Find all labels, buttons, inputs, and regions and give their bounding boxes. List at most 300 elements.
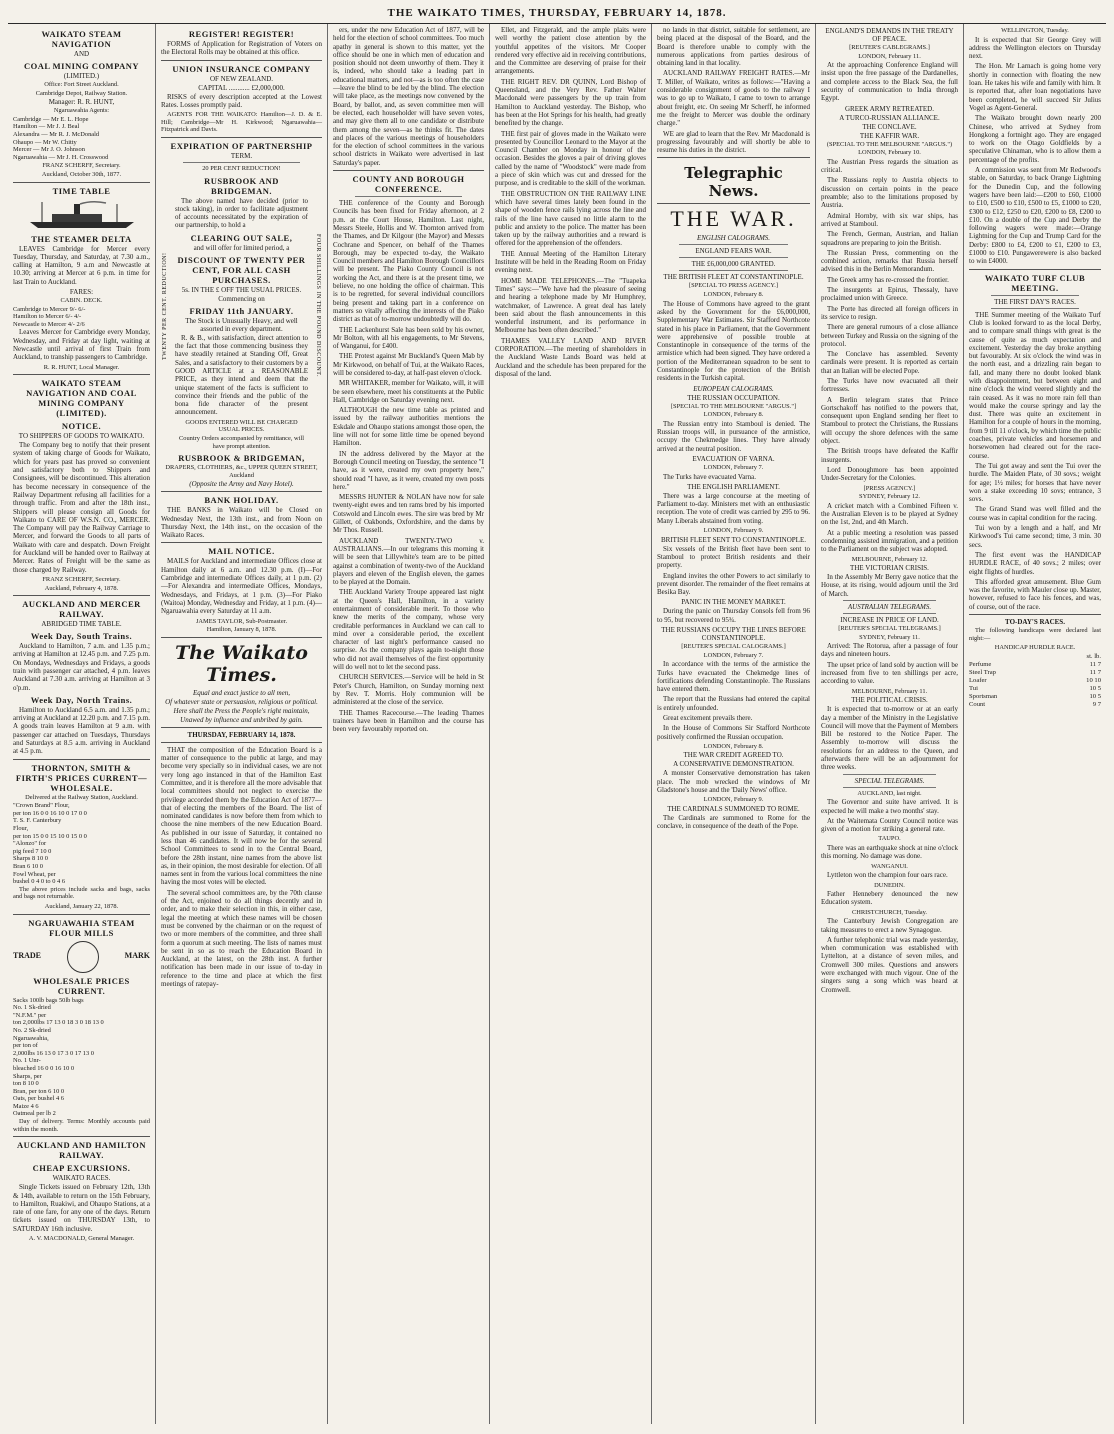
subhead: THE CONCLAVE.	[862, 122, 917, 131]
country-note: Country Orders accompanied by remittance, will have prompt attention.	[179, 434, 304, 450]
article-text: This afforded great amusement. Blue Gum was the favorite, with Mauler close up. Master, however, refused to face his fences, and was, of course, out of the race.	[969, 577, 1101, 611]
dateline: LONDON, February 7.	[703, 463, 764, 471]
wsn-agent: Cambridge — Mr E. L. Hope	[13, 115, 89, 123]
article-text: The Canterbury Jewish Congregation are taking measures to erect a new Synagogue.	[821, 917, 958, 934]
horse-name: Tui	[969, 684, 978, 692]
article-text: The Porte has directed all foreign officers in its service to resign.	[821, 304, 958, 321]
subhead: THE POLITICAL CRISIS.	[851, 696, 928, 705]
article-text: THE Summer meeting of the Waikato Turf Club is looked forward to as the local Derby, and to compare small things with great is the cause of quite as much expectation and excitement. Yesterday the day broke anything but favourably. At six o'clock the wind was in the north east, and a drizzling rain began to fall, and many there no doubt looked blank with disappointment, but between eight and nine o'clock the wind veered slightly and the rain ceased. As it was no more rain fell than would make the course springy and lay the dust. There was quite an excitement in Hamilton for a couple of hours in the morning, from 9 till 11 o'clock, by which time the public coaches, private vehicles and horsemen and horsewomen had cleared out for the race-course.	[969, 310, 1101, 460]
agency: (SPECIAL TO THE MELBOURNE "ARGUS.")	[826, 140, 953, 148]
divider	[969, 614, 1101, 615]
per-cent-heading: 20 PER CENT REDUCTION!	[202, 164, 281, 172]
handicap-heading: HANDICAP HURDLE RACE.	[994, 644, 1076, 652]
price-row: per ton 16 0 0 16 10 0 17 0 0	[13, 809, 87, 817]
article-text: At the Waitemata County Council notice was given of a motion for striking a general rate.	[821, 816, 958, 834]
in-pound: 5s. IN THE £ OFF THE USUAL PRICES.	[181, 285, 302, 294]
agency: [PRESS AGENCY.]	[863, 484, 916, 492]
price-row: No. 1 Sk-dried	[13, 1004, 51, 1012]
subhead: A TURCO-RUSSIAN ALLIANCE.	[839, 113, 940, 122]
cheap-heading: CHEAP EXCURSIONS.	[32, 1163, 131, 1174]
dateline: THURSDAY, FEBRUARY 14, 1878.	[187, 730, 296, 739]
column-3	[328, 24, 490, 1424]
discount-heading: DISCOUNT OF TWENTY PER CENT, FOR ALL CASH PURCHASES.	[177, 254, 306, 285]
south-text: Auckland to Hamilton, 7 a.m. and 1.35 p.m.; arriving at Hamilton at 12.45 p.m. and 7.25 p.m. On Mondays, Wednesdays and Fridays, a goods train with passenger car attached, 4 p.m. leaves Auckland at 7.30 a.m. arriving at Hamilton at 3 o'p.m.	[13, 642, 150, 692]
article-text: Tui won by a length and a half, and Mr Kirkwood's Tui came second; time, 3 min. 30 secs.	[969, 524, 1101, 549]
dateline: LONDON, February 8.	[703, 291, 764, 299]
flour-note: The above prices include sacks and bags, sacks and bags not returnable.	[13, 885, 150, 901]
divider	[161, 542, 322, 543]
article-text: The Grand Stand was well filled and the course was in capital condition for the racing.	[969, 505, 1101, 522]
article-text: The Hon. Mr Larnach is going home very shortly in connection with floating the new loan. He takes his wife and family with him. It is reported that, after loan negotiations have been completed, he will succeed Sir Julius Vogel as Agent-General.	[969, 62, 1101, 112]
divider	[679, 257, 788, 258]
shippers-text: The Company beg to notify that their present system of taking charge of Goods for Waikato, which for years past has proved so convenient and satisfactory both to Shippers and Consignees, will be discontinued. This alteration has become necessary in consequence of the Railway Department refusing all facilities for a through traffic. From and after the 18th inst., Shippers will please consign all Goods for Waikato to CARE OF W.S.N. CO., MERCER. The Company will pay the Railway Carriage to Mercer, and forward the Goods to all parts of Waikato with care and despatch. Down Freight for Auckland will be handed over to Railway at Mercer. Rates of Freight will be the same as those charged by Railway.	[13, 441, 150, 574]
subhead: THE KAFFIR WAR.	[859, 131, 920, 140]
article-text: no lands in that district, suitable for settlement, are being placed at the disposal of the Board, and the Board is therefore unable to comply with the numerous applications from parties desirous of obtaining land in that locality.	[657, 26, 810, 68]
races-sign: A. V. MACDONALD, General Manager.	[28, 1235, 135, 1243]
club-heading: WAIKATO TURF CLUB MEETING.	[984, 272, 1086, 293]
trade-label: TRADE	[13, 951, 42, 961]
wsn-agents-label: Ngaruawahia Agents:	[53, 107, 110, 115]
dateline: LONDON, February 7.	[703, 651, 764, 659]
article-text: The insurgents at Epirus, Thessaly, have proclaimed union with Greece.	[821, 286, 958, 303]
divider	[843, 600, 936, 601]
article-text: The Tui got away and sent the Tui over the hurdle. The Maiden Plate, of 30 sovs.; weight for age; 1½ miles; for horses that have never won a stake exceeding 10 sovs; entrance, 3 sovs.	[969, 461, 1101, 504]
divider	[13, 1136, 150, 1137]
cal-heading: SPECIAL TELEGRAMS.	[854, 776, 925, 785]
rb-sub: DRAPERS, CLOTHIERS, &c., UPPER QUEEN STREET, Auckland	[165, 464, 318, 479]
races-text: Single Tickets issued on February 12th, 13th & 14th, available to return on the 15th February, to Hamilton, Ruakiwi, and Ohaupo Stations, at a rate of one fare, for any one of the days. Return tickets issued on THURSDAY 13th, to SATURDAY 16th inclusive.	[13, 1183, 150, 1233]
flour-date: Auckland, January 22, 1878.	[44, 902, 119, 910]
dateline: CHRISTCHURCH, Tuesday.	[851, 908, 928, 916]
article-text: The report that the Russians had entered the capital is entirely unfounded.	[657, 695, 810, 712]
article-text: THE first pair of gloves made in the Waikato were presented by Councillor Leonard to the Mayor at the Council Chamber on Monday in honour of the occasion. Besides the gloves a pair of driving gloves called by the name of "Woodstock" were made from a piece of skin which was cut and dressed for the purpose, and is creditable to the skill of the workman.	[495, 129, 646, 188]
article-text: The Governor and suite have arrived. It is expected he will make a two months' stay.	[821, 798, 958, 815]
steamer-title: THE STEAMER DELTA	[31, 233, 132, 244]
fare-row: Newcastle to Mercer 4/- 2/6	[13, 320, 85, 328]
article-text: England invites the other Powers to act similarly to prevent disorder. The remainder of the fleet remains at Besika Bay.	[657, 571, 810, 597]
article-text: A Berlin telegram states that Prince Gortschakoff has notified to the powers that, consequent upon England sending her fleet to Stamboul to protect the Christians, the Russians will occupy the shore defences with the same object.	[821, 395, 958, 446]
price-row: No. 2 Sk-dried	[13, 1026, 51, 1034]
divider	[991, 308, 1079, 309]
races-heading: WAIKATO RACES.	[52, 1174, 111, 1183]
handicap-row	[969, 677, 1101, 685]
article-text: WE are glad to learn that the Rev. Mr Macdonald is progressing favourably and will shortly be able to resume his duties in the district.	[657, 129, 810, 155]
dateline: TAUPO.	[878, 835, 901, 843]
trade-mark-seal-icon	[67, 941, 99, 973]
price-row: Maize 4 6	[13, 1102, 39, 1110]
dateline: LONDON, February 10.	[858, 149, 921, 157]
mail-text: MAILS for Auckland and intermediate Offices close at Hamilton daily at 6 a.m. and 12.30 p.m. (I)—For Cambridge and intermediate Offices daily, at 1 p.m. (2)—For Alexandra and intermediate Offices, Mondays, Wednesdays, and Fridays, at 1 p.m. (3)—For Piako (Waitoa) Monday, Wednesday and Friday, at 1 p.m. (4)—Ngaruawahia every Saturday at 11 a.m.	[161, 557, 322, 616]
article-text: There was an earthquake shock at nine o'clock this morning. No damage was done.	[821, 844, 958, 861]
article-text: The first event was the HANDICAP HURDLE RACE, of 40 sovs.; 2 miles; over eight flights of hurdles.	[969, 550, 1101, 576]
divider	[13, 759, 150, 760]
article-text: THE Protest against Mr Buckland's Queen Mab by Mr Kirkwood, on behalf of Tui, at the Waikato Races, will be considered to-day, at half-past eleven o'clock.	[333, 352, 484, 377]
divider	[183, 162, 300, 163]
dateline: WANGANUI.	[871, 862, 908, 870]
subhead: ENGLAND FEARS WAR.	[695, 247, 772, 256]
price-row: per ton of	[13, 1042, 38, 1050]
rb-opp: (Opposite the Army and Navy Hotel).	[189, 480, 294, 489]
wsn-agent: Ngaruawahia — Mr J. H. Crosswood	[13, 153, 109, 161]
shippers-sign: FRANZ SCHERFF, Secretary.	[42, 575, 121, 583]
subhead: GREEK ARMY RETREATED.	[845, 104, 934, 113]
price-row: Bran 6 10 0	[13, 863, 43, 871]
column-4	[490, 24, 652, 1424]
price-row: "Alonzo" for	[13, 840, 47, 848]
paper-title: The Waikato Times.	[175, 641, 308, 686]
dateline: LONDON, February 8.	[703, 411, 764, 419]
column-7	[964, 24, 1106, 1424]
dateline: LONDON, February 11.	[858, 52, 921, 60]
rusbrook-body	[161, 176, 322, 451]
article-text: During the panic on Thursday Consols fell from 96 to 95, but recovered to 95¾.	[657, 607, 810, 624]
price-row: Sacks 100lb bags 50lb bags	[13, 996, 84, 1004]
motto-line: Equal and exact justice to all men,	[192, 688, 290, 697]
clearing-text: and will offer for limited period, a	[193, 243, 290, 252]
editorial-text: THAT the composition of the Education Board is a matter of consequence to the public at large, and may become very specially so in individual cases, we are not very long ago instanced in that of the Hamilton East Committee, and it is therefore all the more advisable that local committees should not neglect to exercise the privilege accorded them by the Education Act of 1877—that of electing the members of the Board. The list of nominated candidates is now before them from which to choose the nine members of the new Education Board. As published in our issue of Saturday, it contained no less than 46 candidates. It will now be for the several School Committees to send in to the Central Board, before the 28th instant, nine names from the above list as, in their opinion, the most desirable for election. Of all names sent in from the various local committees the nine having the most votes will be elected.	[161, 745, 322, 887]
article-text: In the Assembly Mr Berry gave notice that the House, at its rising, would adjourn until the 3rd of March.	[821, 573, 958, 598]
trade-mark-row	[13, 941, 150, 973]
vertical-banner-right: FOUR SHILLINGS IN THE POUND DISCOUNT.	[315, 234, 321, 378]
ham-rail-title: AUCKLAND AND HAMILTON RAILWAY.	[16, 1140, 147, 1161]
handicap-row	[969, 661, 1101, 669]
article-text: There are general rumours of a close alliance between Turkey and Russia on the signing of the protocol.	[821, 323, 958, 348]
motto-line: Of whatever state or persuasion, religious or political.	[165, 697, 318, 706]
article-text: The House of Commons have agreed to the grant asked by the Government for the £6,000,000, Supplementary War Estimates. Sir Stafford Northcote stated in his place in Parliament, that the Government were apprehensive of possible trouble at Constantinople in consequence of the terms of the armistice which had been signed. They have ordered a portion of the Mediterranean squadron to be sent to Constantinople for the protection of the British residents in the Turkish capital.	[657, 299, 810, 383]
notice-heading: NOTICE.	[61, 421, 102, 432]
flour-prices	[13, 802, 150, 886]
mill-prices	[13, 997, 150, 1119]
price-row: "Crown Brand" Flour,	[13, 802, 70, 810]
horse-name: Sportsman	[969, 692, 998, 700]
subhead: PANIC IN THE MONEY MARKET.	[681, 598, 786, 607]
horse-name: Perfume	[969, 660, 992, 668]
wsn-agent: Alexandra — Mr R. J. McDonald	[13, 130, 100, 138]
north-text: Hamilton to Auckland 6.5 a.m. and 1.35 p.m.; arriving at Auckland at 12.20 p.m. and 7.15 p.m. A goods train leaves Hamilton at 9 a.m. with passenger car attached on Tuesdays, Thursdays and Saturdays at 8.5 a.m. arriving in Auckland at 4.5 p.m.	[13, 705, 150, 756]
column-1	[8, 24, 156, 1424]
dateline: MELBOURNE, February 11.	[851, 687, 928, 695]
editorial-text-2: The several school committees are, by the 70th clause of the Act, enjoined to do all things decently and in order, and to make their selection in this, in either case, legal the meeting at which these names will be chosen must be convened by the chairman or on the request of two or more members of the committee, and three shall form a quorum at such meeting. The lists of names must be sent in so as to reach the Education Board in Auckland, at the latest, on the 28th inst. A further notification has been made in our issue of to-day in reference to the time and place at which the first meetings of ratepay-	[161, 888, 322, 989]
conference-heading: COUNTY AND BOROUGH CONFERENCE.	[352, 174, 465, 195]
article-text: There was a large concourse at the meeting of Parliament to-day. Ministers met with an enthusiastic reception. The vote of credit was carried by 295 to 96. Many Liberals abstained from voting.	[657, 491, 810, 525]
price-row: Oats, per bushel 4 6	[13, 1095, 64, 1103]
fares-label: FARES:	[69, 288, 94, 297]
wsn-agent: Hamilton — Mr J. J. Beal	[13, 123, 80, 131]
north-heading: Week Day, North Trains.	[30, 694, 133, 705]
dateline: LONDON, February 9.	[703, 796, 764, 804]
article-text: Father Hennebery denounced the new Education system.	[821, 890, 958, 907]
price-row: 2,000lbs 16 13 0 17 3 0 17 13 0	[13, 1049, 94, 1057]
mark-label: MARK	[124, 951, 150, 961]
subhead: ENGLAND'S DEMANDS IN THE TREATY OF PEACE.	[825, 27, 954, 43]
price-row: ton 2,000lbs 17 13 0 18 3 0 18 13 0	[13, 1019, 104, 1027]
divider	[843, 787, 936, 788]
article-text: IN the address delivered by the Mayor at the Borough Council meeting on Tuesday, the sentence "I have, as it were, created my own property here," should read "I have, as it were, created my own posts here."	[333, 449, 484, 491]
rb-name: RUSBROOK & BRIDGEMAN,	[178, 453, 305, 464]
article-text: A further telephonic trial was made yesterday, when communication was established with Lyttelton, at a distance of seven miles, and Cromwell 300 miles. Questions and answers were exchanged with much vigour. One of the singers sung a song which was heard at Cromwell.	[821, 935, 958, 994]
telegraphic-heading: Telegraphic News.	[684, 164, 783, 201]
dateline: AUCKLAND, last night.	[857, 789, 922, 797]
rusbrook-title: RUSBROOK AND BRIDGEMAN.	[204, 175, 279, 196]
article-text: Lord Donoughmore has been appointed Under-Secretary for the Colonies.	[821, 465, 958, 483]
agency: [REUTER'S CABLEGRAMS.]	[849, 44, 930, 51]
article-text: MESSRS HUNTER & NOLAN have now for sale twenty-eight ewes and ten rams bred by his imported Cotswold and Lincoln ewes. The sire was bred by Mr Gillett, of Oakbonds, Oxfordshire, and the dams by Mr Thos. Russell.	[333, 493, 484, 535]
union-capital: CAPITAL ............ £2,000,000.	[198, 83, 285, 92]
divider	[355, 196, 462, 197]
horse-weight: 9 7	[1092, 700, 1101, 708]
divider	[161, 727, 322, 728]
wsn-manager: Manager: R. R. HUNT,	[48, 98, 115, 107]
subhead: THE WAR CREDIT AGREED TO.	[683, 751, 784, 760]
steamer-illustration	[13, 200, 150, 230]
union-sub: OF NEW ZEALAND.	[209, 74, 274, 83]
horse-weight: 11 7	[1089, 660, 1101, 668]
article-text: Lyttleton won the champion four oars race.	[827, 871, 948, 880]
article-text: In the House of Commons Sir Stafford Northcote positively confirmed the Russian occupation.	[657, 724, 810, 741]
wsn-title: WAIKATO STEAM NAVIGATION	[41, 29, 122, 49]
handicap-row	[969, 693, 1101, 701]
dateline: SYDNEY, February 12.	[859, 493, 920, 501]
article-text: The Austrian Press regards the situation as critical.	[821, 157, 958, 175]
todays-heading: TO-DAY'S RACES.	[1005, 618, 1065, 626]
horse-weight: 10 5	[1089, 684, 1101, 692]
shippers-heading: TO SHIPPERS OF GOODS TO WAIKATO.	[18, 432, 145, 441]
divider	[13, 914, 150, 915]
rusbrook-text-2: R. & B., with satisfaction, direct attention to the fact that those commencing business they have steadily retained at Standing Off, Great Sales, and a satisfactory to their customers by a GOOD ARTICLE at a REASONABLE PRICE, as they intend and deem that the unique statement of the facts is sufficient to convince their friends and the public of the bona fide character of the present announcement.	[175, 333, 308, 417]
fares-list	[13, 306, 150, 329]
article-text: A cricket match with a Combined Fifteen v. the Australian Eleven is to be played at Sydney on the 1st, 2nd, and 4th March.	[821, 501, 958, 527]
article-text: It is expected that Sir George Grey will address the Wellington electors on Thursday next.	[969, 35, 1101, 61]
rusbrook-text: The above named have decided (prior to stock taking), in order to facilitate adjustment of accounts necessitated by the expiration of our partnership, to hold a	[175, 196, 308, 230]
horse-weight: 11 7	[1089, 668, 1101, 676]
article-text: At the approaching Conference England will insist upon the free passage of the Dardanelles, and complete access to the Black Sea, the full security of communication to India through Egypt.	[821, 61, 958, 103]
union-agents: AGENTS FOR THE WAIKATO: Hamilton—J. D. & E. Hill; Cambridge—Mr H. Kirkwood; Ngaruawahia—Fitzpatrick and Davis.	[161, 111, 322, 134]
article-text: THE RIGHT REV. DR QUINN, Lord Bishop of Queensland, and the Very Rev. Father Walter Macdonald were passengers by the up train from Hamilton to Auckland yesterday. The Bishop, who has been at the Hot Springs for his health, had greatly benefited by the change.	[495, 77, 646, 128]
mills-title: NGARUAWAHIA STEAM FLOUR MILLS	[28, 917, 135, 938]
divider	[843, 774, 936, 775]
dateline: LONDON, February 9.	[703, 527, 764, 535]
price-row: pig feed 7 10 0	[13, 847, 52, 855]
divider	[657, 203, 810, 204]
price-row: Fowl Wheat, per	[13, 870, 56, 878]
column-6	[816, 24, 964, 1424]
price-row: bushel 0 4 0 to 0 4 6	[13, 878, 66, 886]
article-text: THE conference of the County and Borough Councils has been fixed for Friday afternoon, at 2 p.m. at the Court House, Hamilton. Last night, Messrs Steele, Hollis and W. Thornton arrived from the Thames, and Dr Kilgour (the Mayor) and Messrs Cochrane and Spencer, on behalf of the Thames Borough, may be expected to-day, the Waikato Council members and Hamilton Borough Councillors will be present. The Piako County Council is not working the Act, and there is at the present time, we believe, no one holding the office of chairman. This is to be regretted, for several individual councillors being present and taking part in a conference on matters so vitally affecting the interests of the Piako district as that of to-morrow undoubtedly will do.	[333, 199, 484, 324]
price-row: Flour,	[13, 825, 29, 833]
wsn-agent: Mercer — Mr J. O. Johnson	[13, 146, 85, 154]
motto-line: Here shall the Press the People's right maintain,	[173, 706, 310, 715]
war-heading: THE WAR.	[670, 206, 797, 232]
steamer-sign: R. R. HUNT, Local Manager.	[43, 363, 120, 371]
steamer-text: LEAVES Cambridge for Mercer every Tuesday, Thursday, and Saturday, at 7.30 a.m., calling at Hamilton, 9 a.m and Newcastle at 10.30; arriving at Mercer at 6 p.m. in time for last Train to Auckland.	[13, 244, 150, 286]
article-text: The Waikato brought down nearly 200 Chinese, who arrived at Sydney from Hongkong a fortnight ago. They are engaged to work on the Otago Goldfields by a speculative Chinaman, who is to allow them a percentage of the profits.	[969, 114, 1101, 164]
steamer-text-2: Leaves Mercer for Cambridge every Monday, Wednesday, and Friday at day light, waiting at Newcastle until arrival of first Train from Auckland, to tranship passengers to Cambridge.	[13, 328, 150, 362]
timetable-heading: TIME TABLE	[52, 185, 111, 196]
article-text: A monster Conservative demonstration has taken place. The mob wrecked the windows of Mr Gladstone's house and the 'Daily News' office.	[657, 769, 810, 795]
dateline: DUNEDIN.	[874, 881, 905, 889]
price-row: Bran, per ton 6 10 0	[13, 1087, 65, 1095]
subhead: THE ENGLISH PARLIAMENT.	[687, 482, 780, 491]
wsn-office: Office: Fort Street Auckland.	[44, 81, 119, 88]
subhead: THE BRITISH FLEET AT CONSTANTINOPLE.	[663, 273, 804, 282]
article-text: The British troops have defeated the Kaffir insurgents.	[821, 447, 958, 464]
wholesale-heading: WHOLESALE PRICES CURRENT.	[33, 975, 130, 996]
column-5	[652, 24, 816, 1424]
wsn-limited: (LIMITED.)	[63, 72, 100, 80]
price-row: ton 8 10 0	[13, 1080, 39, 1088]
steamer-icon	[22, 200, 142, 230]
price-row: Sharps 8 10 0	[13, 855, 48, 863]
horse-weight: 10 5	[1089, 692, 1101, 700]
subhead: THE FIRST DAY'S RACES.	[994, 297, 1076, 306]
article-text: AUCKLAND TWENTY-TWO v. AUSTRALIANS.—In our telegrams this morning it will be seen that Lillywhite's team are to be pitted against a combination of twenty-two of the Auckland players and eleven of the English eleven, the games to be played at the Domain.	[333, 536, 484, 587]
article-text: At a public meeting a resolution was passed condemning assisted immigration, and a petition to the Parliament on the subject was adopted.	[821, 528, 958, 554]
goods-note: GOODS ENTERED WILL BE CHARGED USUAL PRICES.	[185, 418, 298, 434]
wsn-and: AND	[73, 50, 90, 58]
article-text: The Turks have now evacuated all their fortresses.	[821, 376, 958, 394]
flour-sub: Delivered at the Railway Station, Auckland.	[25, 793, 138, 801]
handicap-row	[969, 701, 1101, 709]
todays-sub: The following handicaps were declared last night:—	[969, 627, 1101, 642]
subhead: EVACUATION OF VARNA.	[692, 454, 775, 463]
union-text: RISKS of every description accepted at the Lowest Rates. Losses promptly paid.	[161, 92, 322, 109]
expiration-heading: EXPIRATION OF PARTNERSHIP	[170, 140, 313, 151]
horse-weight: 10 10	[1086, 676, 1101, 684]
article-text: THAMES VALLEY LAND AND RIVER CORPORATION.—The meeting of shareholders in the Auckland Waste Lands Board was held at Auckland and the schedule has been prepared for the disposal of the land.	[495, 336, 646, 378]
price-row: Sharps, per	[13, 1072, 42, 1080]
article-text: The Conclave has assembled. Seventy cardinals were present. It is reported as certain that an Italian will be elected Pope.	[821, 350, 958, 375]
article-text: THE Lackenhurst Sale has been sold by his owner, Mr Bolton, with all his engagements, to Mr Stevens, of Wanganui, for £400.	[333, 325, 484, 351]
divider	[679, 244, 788, 245]
divider	[161, 60, 322, 61]
subhead: THE CARDINALS SUMMONED TO ROME.	[667, 804, 800, 813]
divider	[161, 637, 322, 638]
divider	[843, 613, 936, 614]
price-row: "N.F.M." per	[13, 1011, 47, 1019]
horse-name: Loafer	[969, 676, 987, 684]
article-text: Great excitement prevails there.	[663, 714, 753, 722]
subhead: BRITISH FLEET SENT TO CONSTANTINOPLE.	[661, 535, 806, 544]
wsn-ad2-title: WAIKATO STEAM NAVIGATION AND COAL MINING COMPANY (LIMITED).	[26, 378, 137, 419]
divider	[13, 374, 150, 375]
dateline: WELLINGTON, Tuesday.	[1001, 27, 1069, 34]
handicap-row	[969, 669, 1101, 677]
divider	[13, 595, 150, 596]
register-text: FORMS of Application for Registration of Voters on the Electoral Rolls may be obtained at this office.	[161, 40, 322, 57]
masthead: THE WAIKATO TIMES, THURSDAY, FEBRUARY 14, 1878.	[8, 6, 1106, 24]
article-text: A commission was sent from Mr Redwood's stable, on Saturday, to back Orange Lightning for the Dunedin Cup, and the following wagers have been laid:—£200 to £60, £1000 to £10, £500 to £10, £500 to £5, £1000 to £20, £300 to £12, £250 to £20, £200 to £8, £200 to £10. On a double of the Cup and Derby the following wagers were made:—Orange Lightning for the Cup and Trump Card for the Derby: £800 to £4, £200 to £1, £200 to £3, £1000 to £10. Pungawerewere is also backed to win £4000.	[969, 166, 1101, 266]
subhead: THE £6,000,000 GRANTED.	[691, 260, 776, 269]
handicap-units: st. lb.	[1086, 652, 1101, 660]
wsn-coal: COAL MINING COMPANY	[23, 61, 140, 71]
mail-heading: MAIL NOTICE.	[208, 546, 275, 557]
dateline: LONDON, February 8.	[703, 742, 764, 750]
article-text: Ellet, and Fitzgerald, and the ample plaits were well worthy the patient close attention by the youthful appetites of the visitors. Mr Cooper rendered very effective aid in receiving contributions, and the Committee are deserving of praise for their arrangements.	[495, 26, 646, 76]
article-text: AUCKLAND RAILWAY FREIGHT RATES.—Mr T. Miller, of Waikato, writes as follows:—"Having a considerable consignment of goods to the railway I was to go up to Waikato, I came to town to arrange about freight, etc. On seeing Mr Scherff, he informed me the freight to Mercer was double the ordinary charge."	[657, 69, 810, 128]
subhead: THE RUSSIANS OCCUPY THE LINES BEFORE CONSTANTINOPLE.	[661, 626, 806, 643]
price-row: bleached 16 0 0 16 10 0	[13, 1064, 75, 1072]
handicap-row	[969, 685, 1101, 693]
article-text: Admiral Hornby, with six war ships, has arrived at Stamboul.	[821, 211, 958, 228]
article-text: The upset price of land sold by auction will be increased from five to ten shillings per acre, according to value.	[821, 660, 958, 686]
columns	[8, 24, 1106, 1424]
cal-heading: ENGLISH CALOGRAMS.	[696, 234, 771, 243]
divider	[13, 182, 150, 183]
fare-row: Hamilton to Mercer 6/- 4/-	[13, 313, 82, 321]
article-text: THE OBSTRUCTION ON THE RAILWAY LINE which have several times lately been found in the shape of wooden fence rails lying across the line and rails of the line have caused no little alarm to the public and anxiety to the police. The matter has been taken up by the railway authorities and a reward is offered for the apprehension of the offenders.	[495, 189, 646, 248]
divider	[991, 295, 1079, 296]
article-text: The Greek army has re-crossed the frontier.	[827, 275, 949, 284]
subhead: A CONSERVATIVE DEMONSTRATION.	[673, 760, 794, 769]
price-row: No. 1 Unr-	[13, 1057, 41, 1065]
friday-heading: FRIDAY 11th JANUARY.	[189, 305, 294, 316]
article-text: Six vessels of the British fleet have been sent to Stamboul to protect British residents and their property.	[657, 544, 810, 570]
price-row: T. S. F. Canterbury	[13, 817, 62, 825]
article-text: THE Annual Meeting of the Hamilton Literary Institute will be held in the Reading Room on Friday evening next.	[495, 249, 646, 275]
divider	[161, 491, 322, 492]
fares-head: CABIN. DECK.	[60, 297, 103, 305]
dateline: MELBOURNE, February 12.	[851, 555, 928, 563]
stock-text: The Stock is Unusually Heavy, and well assorted in every department.	[185, 316, 298, 333]
article-text: The Russian entry into Stamboul is denied. The Russian troops will, in pursuance of the armistice, occupy the Chekmedge lines. They have already arrived at the neutral position.	[657, 419, 810, 453]
agency: [REUTER'S SPECIAL CALOGRAMS.]	[681, 643, 786, 651]
wsn-sign: FRANZ SCHERFF, Secretary.	[42, 162, 121, 170]
motto-line: Unawed by influence and unbribed by gain.	[180, 715, 303, 724]
divider	[679, 270, 788, 271]
wsn-date: Auckland, October 30th, 1877.	[41, 170, 122, 178]
wsn-agent-list	[13, 116, 150, 162]
horse-name: Count	[969, 700, 986, 708]
cal-heading: AUSTRALIAN TELEGRAMS.	[847, 603, 932, 611]
wsn-depot: Cambridge Depot, Railway Station.	[35, 89, 128, 97]
agency: [REUTER'S SPECIAL TELEGRAMS.]	[838, 625, 941, 632]
cal-heading: EUROPEAN CALOGRAMS.	[693, 384, 774, 393]
south-heading: Week Day, South Trains.	[30, 631, 133, 642]
article-text: THE Auckland Variety Troupe appeared last night at the Queen's Hall, Hamilton, in a variety entertainment of considerable merit. To those who knew the merits of the company, whose very creditable performances in Auckland we can call to mind over a considerable period, the excellent character of last night's performance caused no surprise. As the company plays again to-night those who did not avail themselves of the first opportunity will do well not to let the second pass.	[333, 588, 484, 672]
divider	[657, 157, 810, 158]
rail-title: AUCKLAND AND MERCER RAILWAY.	[22, 599, 141, 620]
subhead: THE RUSSIAN OCCUPATION.	[687, 393, 780, 402]
commencing: Commencing on	[218, 294, 265, 303]
fare-row: Cambridge to Mercer 9/- 6/-	[13, 305, 86, 313]
article-text: Arrived: The Rotorua, after a passage of four days and nineteen hours.	[821, 642, 958, 659]
vertical-banner-left: TWENTY PER CENT. REDUCTION!	[162, 251, 168, 360]
mail-sign: JAMES TAYLOR, Sub-Postmaster.	[195, 617, 288, 625]
mail-date: Hamilton, January 8, 1878.	[206, 626, 277, 634]
bank-heading: BANK HOLIDAY.	[204, 495, 279, 506]
subhead: INCREASE IN PRICE OF LAND.	[840, 616, 939, 624]
article-text: In accordance with the terms of the armistice the Turks have evacuated the Chekmedge lines of fortifications defending Constantinople. The Russians have entered them.	[657, 660, 810, 694]
agency: [SPECIAL TO PRESS AGENCY.]	[689, 282, 778, 290]
rusbrook-ad	[161, 176, 322, 451]
dateline: SYDNEY, February 11.	[859, 633, 920, 641]
price-row: Oatmeal per lb 2	[13, 1110, 56, 1118]
article-text: The Russians reply to Austria objects to discussion on certain points in the peace preamble; also to the limitations proposed by Austria.	[821, 176, 958, 210]
article-text: ALTHOUGH the new time table as printed and issued by the railway authorities mentions the Eskdale and Ohaupo stations amongst those open, the line will not for some little time be opened beyond Hamilton.	[333, 406, 484, 448]
article-text: MR WHITAKER, member for Waikato, will, it will be seen elsewhere, meet his constituents at the Public Hall, Cambridge on Saturday evening next.	[333, 379, 484, 404]
divider	[161, 137, 322, 138]
article-text: The Turks have evacuated Varna.	[663, 472, 756, 481]
divider	[969, 269, 1101, 270]
horse-name: Steel Trap	[969, 668, 996, 676]
clearing-heading: CLEARING OUT SALE,	[190, 232, 293, 243]
wsn-agent: Ohaupo — Mr W. Chitty	[13, 138, 77, 146]
price-row: Ngaruawahia,	[13, 1034, 49, 1042]
term-heading: TERM.	[230, 151, 253, 160]
shippers-date: Auckland, February 4, 1878.	[44, 584, 119, 592]
subhead: THE VICTORIAN CRISIS.	[850, 564, 929, 573]
handicap-head-row	[969, 653, 1101, 661]
